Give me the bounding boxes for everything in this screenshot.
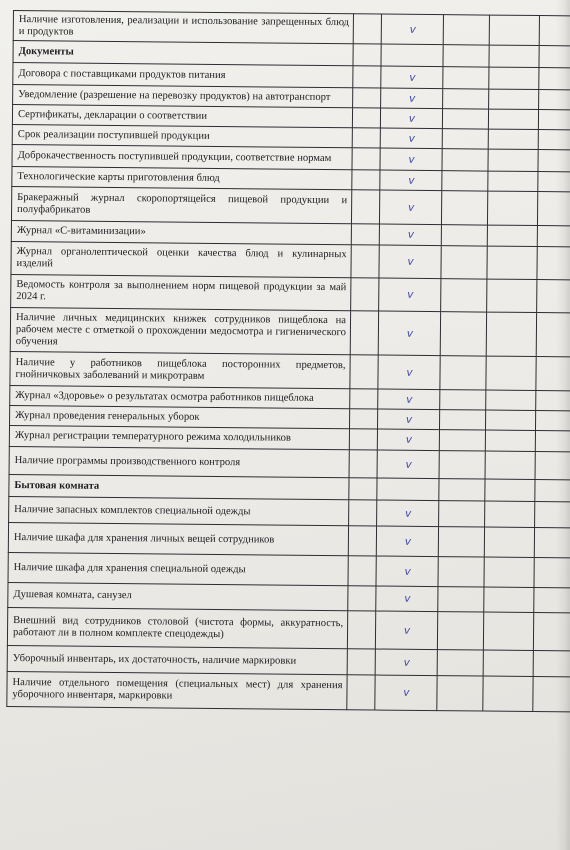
empty-cell	[487, 225, 537, 246]
empty-cell	[486, 356, 536, 390]
empty-cell	[353, 88, 381, 108]
empty-cell	[488, 109, 538, 129]
empty-cell	[437, 612, 483, 650]
empty-cell	[537, 280, 570, 313]
empty-cell	[535, 452, 570, 480]
check-mark: v	[379, 245, 441, 279]
empty-cell	[533, 677, 570, 712]
empty-cell	[438, 587, 484, 612]
criterion-text: Наличие отдельного помещения (специальных мест) для хранения уборочного инвентаря, маркировки	[7, 671, 347, 709]
empty-cell	[349, 500, 377, 526]
check-mark: v	[377, 409, 439, 430]
empty-cell	[349, 450, 377, 478]
check-mark: v	[378, 389, 440, 410]
empty-cell	[535, 480, 570, 502]
empty-cell	[437, 676, 483, 711]
empty-cell	[484, 557, 534, 587]
empty-cell	[439, 479, 485, 501]
empty-cell	[440, 312, 486, 356]
empty-cell	[488, 149, 538, 171]
criterion-text: Договора с поставщиками продуктов питания	[13, 63, 353, 88]
checklist-row	[7, 607, 570, 650]
empty-cell	[537, 226, 570, 247]
criterion-text: Журнал регистрации температурного режима холодильников	[9, 425, 349, 449]
empty-cell	[347, 611, 375, 649]
criterion-text: Наличие запасных комплектов специальной одежды	[9, 496, 349, 525]
check-mark: v	[381, 66, 443, 89]
checklist-row	[7, 671, 570, 711]
empty-cell	[438, 557, 484, 587]
check-mark: v	[380, 170, 442, 191]
empty-cell	[443, 67, 489, 89]
checklist-row	[10, 351, 570, 390]
criterion-text: Ведомость контроля за выполнением норм пищевой продукции за май 2024 г.	[11, 274, 351, 310]
criterion-text: Бракеражный журнал скоропортящейся пищевой продукции и полуфабрикатов	[11, 186, 351, 223]
empty-cell	[486, 390, 536, 410]
empty-cell	[442, 109, 488, 129]
section-title: Документы	[13, 41, 353, 66]
checklist-rows	[7, 11, 570, 712]
empty-cell	[441, 279, 487, 312]
empty-cell	[441, 191, 487, 225]
empty-cell	[442, 171, 488, 191]
check-mark: v	[380, 108, 442, 129]
empty-cell	[441, 225, 487, 246]
empty-cell	[442, 129, 488, 149]
empty-cell	[534, 558, 570, 588]
criterion-text: Журнал органолептической оценки качества блюд и кулинарных изделий	[11, 241, 351, 277]
empty-cell	[489, 45, 539, 67]
empty-cell	[534, 588, 570, 613]
check-mark: v	[381, 88, 443, 109]
empty-cell	[539, 90, 570, 110]
empty-cell	[537, 192, 570, 226]
criterion-text: Технологические карты приготовления блюд	[12, 166, 352, 189]
criterion-text: Наличие программы производственного контроля	[9, 446, 349, 477]
empty-cell	[538, 110, 570, 130]
empty-cell	[347, 675, 375, 710]
criterion-text: Внешний вид сотрудников столовой (чистота формы, аккуратность, работают ли в полном комплекте спецодежды)	[7, 607, 347, 648]
criterion-text: Наличие шкафа для хранения специальной одежды	[8, 552, 348, 585]
criterion-text: Срок реализации поступившей продукции	[12, 124, 352, 147]
empty-cell	[488, 129, 538, 149]
empty-cell	[483, 676, 533, 711]
empty-cell	[351, 278, 379, 311]
empty-cell	[351, 224, 379, 245]
check-mark: v	[375, 611, 437, 650]
empty-cell	[441, 246, 487, 279]
check-mark: v	[378, 355, 440, 390]
inspection-checklist-table	[6, 10, 570, 712]
empty-cell	[443, 89, 489, 109]
empty-cell	[381, 44, 443, 67]
check-mark: v	[375, 675, 437, 711]
empty-cell	[352, 108, 380, 128]
empty-cell	[439, 430, 485, 451]
empty-cell	[442, 149, 488, 171]
empty-cell	[539, 46, 570, 68]
empty-cell	[437, 650, 483, 676]
empty-cell	[439, 410, 485, 430]
empty-cell	[485, 430, 535, 451]
empty-cell	[535, 431, 570, 452]
empty-cell	[484, 587, 534, 612]
checklist-row	[11, 186, 570, 225]
empty-cell	[485, 501, 535, 527]
criterion-text: Уборочный инвентарь, их достаточность, наличие маркировки	[7, 645, 347, 674]
empty-cell	[533, 613, 570, 651]
empty-cell	[484, 527, 534, 557]
criterion-text: Журнал «С-витаминизации»	[11, 220, 351, 244]
empty-cell	[349, 429, 377, 450]
check-mark: v	[381, 14, 443, 45]
empty-cell	[353, 66, 381, 88]
empty-cell	[439, 501, 485, 527]
empty-cell	[489, 89, 539, 109]
empty-cell	[487, 191, 537, 225]
check-mark: v	[380, 128, 442, 149]
empty-cell	[351, 245, 379, 278]
empty-cell	[536, 313, 570, 357]
empty-cell	[538, 172, 570, 192]
checklist-row	[11, 241, 570, 279]
empty-cell	[487, 246, 537, 279]
empty-cell	[352, 148, 380, 170]
empty-cell	[539, 68, 570, 90]
empty-cell	[488, 171, 538, 191]
criterion-text: Журнал проведения генеральных уборок	[10, 405, 350, 428]
check-mark: v	[379, 190, 441, 225]
criterion-text: Наличие у работников пищеблока посторонних предметов, гнойничковых заболеваний и микротравм	[10, 351, 350, 388]
empty-cell	[539, 16, 570, 46]
criterion-text: Доброкачественность поступившей продукции, соответствие нормам	[12, 144, 352, 169]
empty-cell	[352, 170, 380, 190]
empty-cell	[533, 651, 570, 677]
criterion-text: Наличие личных медицинских книжек сотрудников пищеблока на рабочем месте с отметкой о прохождении медосмотра и гигиенического обучения	[10, 307, 350, 354]
empty-cell	[534, 528, 570, 558]
empty-cell	[350, 311, 378, 355]
empty-cell	[489, 67, 539, 89]
empty-cell	[440, 390, 486, 410]
empty-cell	[353, 14, 381, 44]
checklist-row	[11, 274, 570, 312]
criterion-text: Журнал «Здоровье» о результатах осмотра работников пищеблока	[10, 385, 350, 408]
empty-cell	[535, 502, 570, 528]
check-mark: v	[380, 148, 442, 171]
section-title: Бытовая комната	[9, 474, 349, 499]
check-mark: v	[376, 526, 438, 557]
criterion-text: Уведомление (разрешение на перевозку продуктов) на автотранспорт	[13, 85, 353, 108]
empty-cell	[349, 478, 377, 500]
check-mark: v	[377, 429, 439, 451]
empty-cell	[439, 451, 485, 479]
check-mark: v	[377, 500, 439, 527]
empty-cell	[489, 15, 539, 45]
check-mark: v	[375, 649, 437, 676]
checklist-row	[10, 307, 570, 356]
empty-cell	[350, 355, 378, 389]
empty-cell	[537, 247, 570, 280]
empty-cell	[483, 612, 533, 650]
check-mark: v	[376, 556, 438, 587]
empty-cell	[348, 526, 376, 556]
empty-cell	[483, 650, 533, 676]
criterion-text: Душевая комната, санузел	[8, 582, 348, 610]
criterion-text: Наличие шкафа для хранения личных вещей сотрудников	[8, 522, 348, 555]
empty-cell	[377, 478, 439, 501]
check-mark: v	[379, 278, 441, 312]
criterion-text: Сертификаты, декларации о соответствии	[12, 105, 352, 128]
check-mark: v	[378, 311, 440, 356]
empty-cell	[485, 451, 535, 479]
empty-cell	[485, 479, 535, 501]
empty-cell	[535, 411, 570, 431]
empty-cell	[352, 128, 380, 148]
empty-cell	[353, 44, 381, 66]
empty-cell	[486, 312, 536, 356]
criterion-text: Наличие изготовления, реализации и использование запрещенных блюд и продуктов	[13, 11, 353, 44]
empty-cell	[487, 279, 537, 312]
empty-cell	[348, 586, 376, 611]
empty-cell	[538, 150, 570, 172]
empty-cell	[438, 527, 484, 557]
empty-cell	[349, 409, 377, 429]
check-mark: v	[377, 450, 439, 479]
empty-cell	[485, 410, 535, 430]
empty-cell	[348, 556, 376, 586]
empty-cell	[350, 389, 378, 409]
empty-cell	[443, 45, 489, 67]
empty-cell	[536, 391, 570, 411]
empty-cell	[347, 649, 375, 675]
empty-cell	[443, 15, 489, 45]
check-mark: v	[376, 586, 438, 612]
empty-cell	[538, 130, 570, 150]
empty-cell	[440, 356, 486, 390]
empty-cell	[351, 190, 379, 224]
check-mark: v	[379, 224, 441, 246]
empty-cell	[536, 357, 570, 391]
